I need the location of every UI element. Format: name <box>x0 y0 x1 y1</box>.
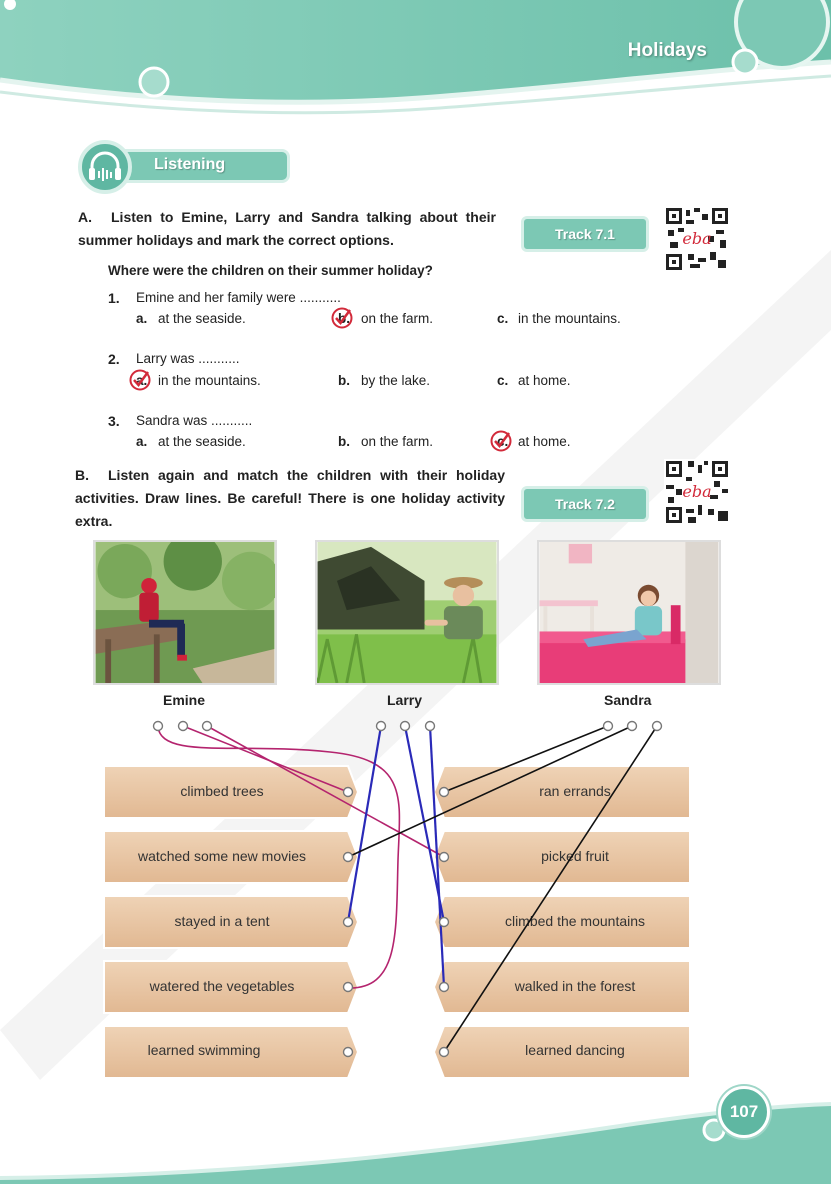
option-letter: a. <box>136 373 148 388</box>
option-letter: c. <box>497 311 509 326</box>
svg-text:eba: eba <box>682 229 712 248</box>
svg-text:eba: eba <box>682 482 712 501</box>
connector-dot <box>440 788 449 797</box>
part-b-letter: B. <box>75 467 89 483</box>
activity-left[interactable]: learned swimming <box>147 1042 261 1058</box>
option-letter: c. <box>497 373 509 388</box>
option-letter: a. <box>136 434 148 449</box>
connector-dot <box>344 1048 353 1057</box>
child-name-sandra: Sandra <box>604 692 652 708</box>
section-label: Listening <box>154 156 226 173</box>
connector-dot <box>344 853 353 862</box>
option-letter: b. <box>338 434 350 449</box>
option-text[interactable]: at the seaside. <box>158 311 246 326</box>
connector-dot <box>344 983 353 992</box>
connector-dot <box>440 983 449 992</box>
child-name-emine: Emine <box>163 692 206 708</box>
part-a-letter: A. <box>78 209 92 225</box>
item-number: 2. <box>108 351 120 367</box>
connector-dot <box>440 853 449 862</box>
match-line-sandra <box>444 726 657 1052</box>
activity-left[interactable]: watered the vegetables <box>149 978 295 994</box>
connector-dot <box>154 722 163 731</box>
connector-dot <box>344 918 353 927</box>
part-b-instruction-1: Listen again and match the children with their holiday <box>108 467 505 483</box>
connector-dot <box>426 722 435 731</box>
option-letter: c. <box>497 434 509 449</box>
match-line-sandra <box>348 726 632 857</box>
part-a-instruction: Listen to Emine, Larry and Sandra talking about their summer holidays and mark the correct options. <box>78 209 496 248</box>
option-text[interactable]: at home. <box>518 373 571 388</box>
activity-left[interactable]: watched some new movies <box>137 848 307 864</box>
option-text[interactable]: on the farm. <box>361 434 434 449</box>
unit-title: Holidays <box>627 40 707 61</box>
connector-dot <box>604 722 613 731</box>
activity-right[interactable]: walked in the forest <box>514 978 636 994</box>
part-a-question: Where were the children on their summer holiday? <box>108 263 433 278</box>
item-number: 3. <box>108 413 120 429</box>
footer-wave <box>0 1086 831 1184</box>
activity-right[interactable]: ran errands <box>539 783 611 799</box>
activity-right[interactable]: learned dancing <box>525 1042 625 1058</box>
connector-dot <box>653 722 662 731</box>
activity-right[interactable]: picked fruit <box>541 848 609 864</box>
option-letter: b. <box>338 373 350 388</box>
connector-dot <box>203 722 212 731</box>
connector-dot <box>401 722 410 731</box>
track-7-2-button[interactable]: Track 7.2 <box>521 486 649 522</box>
track-7-1-button[interactable]: Track 7.1 <box>521 216 649 252</box>
part-b-instruction-3: extra. <box>75 513 113 529</box>
connector-dot <box>440 918 449 927</box>
connector-dot <box>377 722 386 731</box>
option-text[interactable]: at home. <box>518 434 571 449</box>
match-line-sandra <box>444 726 608 792</box>
connector-dot <box>344 788 353 797</box>
option-letter: a. <box>136 311 148 326</box>
page-number: 107 <box>718 1086 770 1138</box>
child-name-larry: Larry <box>387 692 423 708</box>
connector-dot <box>179 722 188 731</box>
item-stem: Larry was ........... <box>136 351 240 366</box>
connector-dot <box>440 1048 449 1057</box>
option-text[interactable]: at the seaside. <box>158 434 246 449</box>
item-stem: Sandra was ........... <box>136 413 253 428</box>
option-letter: b. <box>338 311 350 326</box>
option-text[interactable]: in the mountains. <box>518 311 621 326</box>
connector-dot <box>628 722 637 731</box>
option-text[interactable]: in the mountains. <box>158 373 261 388</box>
part-b-instruction-2: activities. Draw lines. Be careful! There is one holiday activity <box>75 490 505 506</box>
activity-left[interactable]: climbed trees <box>180 783 264 799</box>
option-text[interactable]: by the lake. <box>361 373 431 388</box>
activity-right[interactable]: climbed the mountains <box>504 913 646 929</box>
item-number: 1. <box>108 290 120 306</box>
option-text[interactable]: on the farm. <box>361 311 434 326</box>
item-stem: Emine and her family were ........... <box>136 290 341 305</box>
activity-left[interactable]: stayed in a tent <box>174 913 270 929</box>
